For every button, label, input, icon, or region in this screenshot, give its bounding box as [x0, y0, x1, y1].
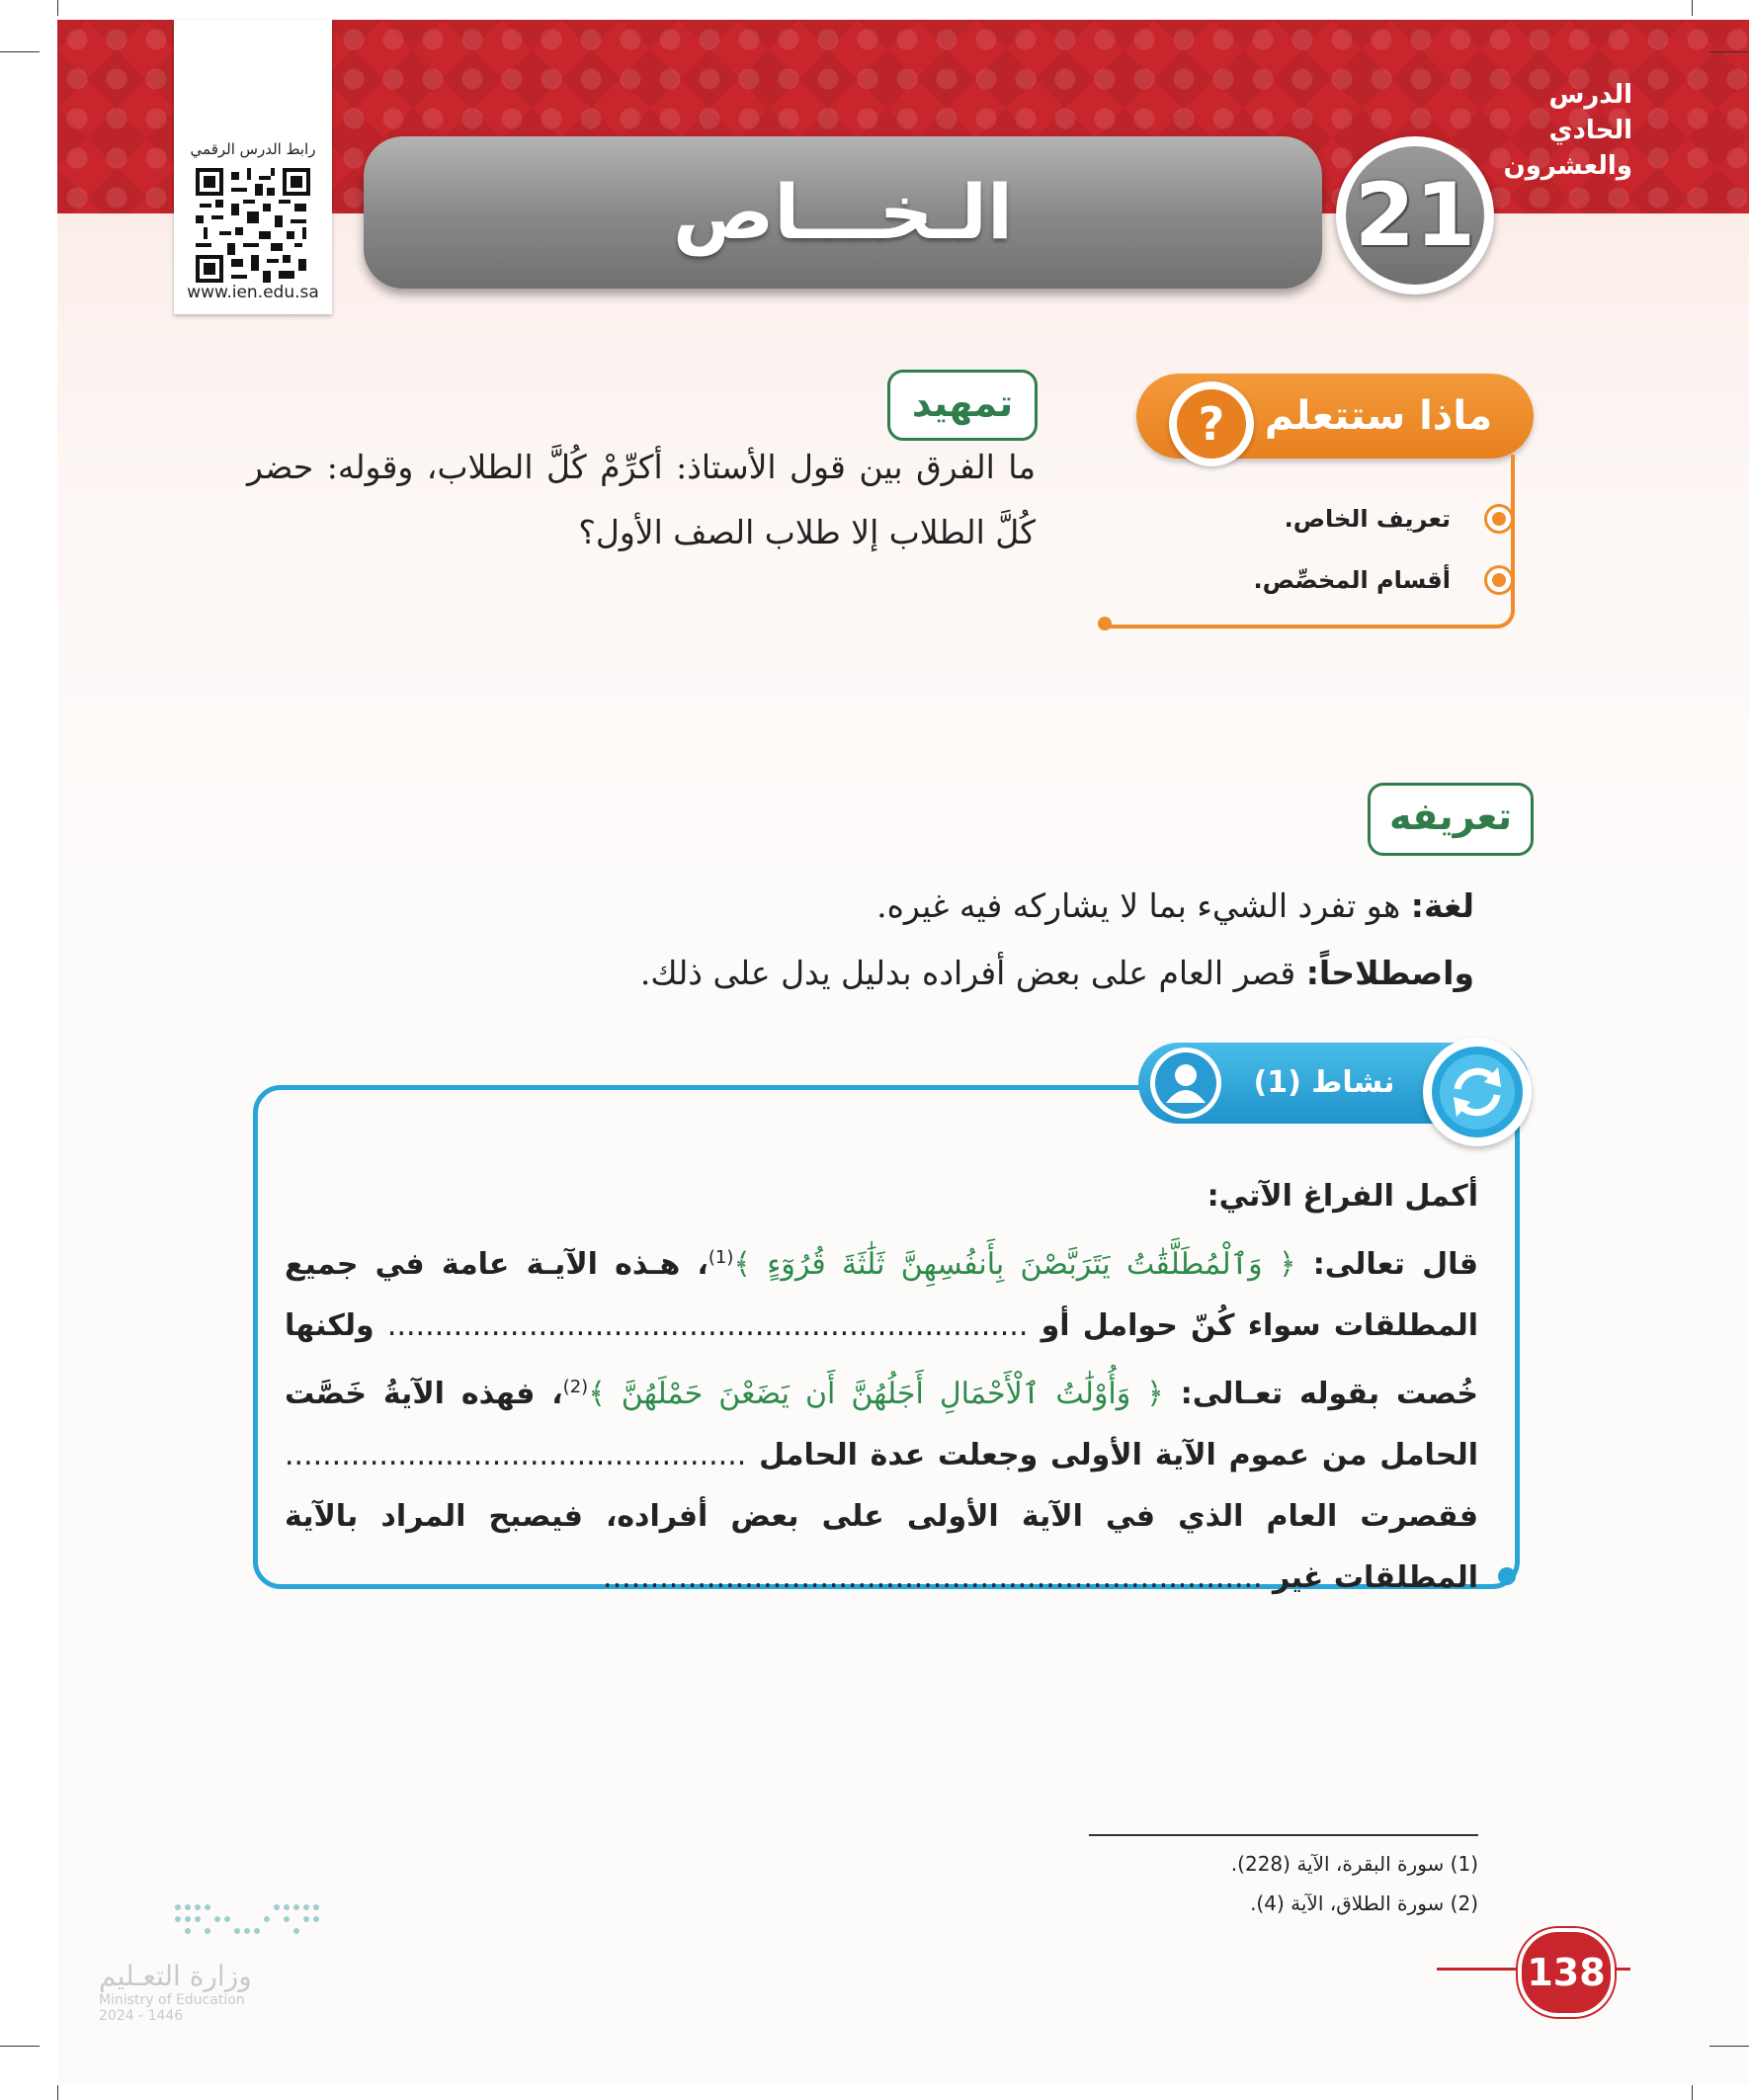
user-icon [1150, 1048, 1221, 1119]
language-label: لغة: [1410, 886, 1474, 925]
term-text: قصر العام على بعض أفراده بدليل يدل على ذلك. [639, 954, 1296, 992]
qr-code-icon[interactable] [196, 168, 310, 283]
footnote: (2) سورة الطلاق، الآية (4). [1250, 1891, 1478, 1915]
page-title: الـخـــاص [672, 168, 1014, 256]
crop-mark [1709, 2046, 1749, 2047]
ministry-english: Ministry of Education [99, 1992, 245, 2008]
lesson-number: 21 [1354, 164, 1476, 266]
activity-paragraph [285, 1227, 1478, 1609]
question-mark-icon: ? [1177, 389, 1246, 459]
crop-mark [57, 0, 58, 16]
qr-caption: رابط الدرس الرقمي [190, 140, 316, 158]
definition-term [640, 949, 1474, 998]
learn-item: أقسام المخصِّص. [1253, 566, 1451, 594]
intro-text: ما الفرق بين قول الأستاذ: أكرِّمْ كُلَّ الطلاب، وقوله: حضر كُلَّ الطلاب إلا طلاب الصف الأول؟ [247, 448, 1036, 551]
crop-mark [1692, 2085, 1693, 2100]
bullet-icon [1484, 565, 1514, 595]
sync-icon [1423, 1038, 1532, 1146]
ministry-name [99, 1960, 257, 2024]
ministry-year: 2024 - 1446 [99, 2008, 184, 2024]
crop-mark [1692, 0, 1693, 16]
footnote-ref: (2) [562, 1377, 589, 1397]
activity-text: قال تعالى: [1312, 1247, 1479, 1282]
learn-box-dot [1098, 617, 1112, 630]
ayah-text: ﴿ وَأُوْلَٰتُ ٱلْأَحْمَالِ أَجَلُهُنَّ أَن يَضَعْنَ حَمْلَهُنَّ ﴾ [588, 1377, 1164, 1411]
ministry-arabic: وزارة التعـليم [99, 1960, 252, 1992]
crop-mark [0, 2046, 40, 2047]
learn-item: تعريف الخاص. [1284, 505, 1451, 533]
term-label: واصطلاحاً: [1305, 954, 1474, 992]
footnote-divider [1089, 1834, 1478, 1836]
activity-text: ولكنها خُصت بقوله تعـالى: [285, 1308, 1478, 1411]
fill-blank[interactable]: ...................................................................... [603, 1560, 1263, 1595]
ministry-logo-icon [168, 1897, 326, 1947]
ayah-text: ﴿ وَٱلْمُطَلَّقَٰتُ يَتَرَبَّصْنَ بِأَنفُسِهِنَّ ثَلَٰثَةَ قُرُوٓءٍ ﴾ [733, 1247, 1296, 1282]
crop-mark [57, 2085, 58, 2100]
footnote: (1) سورة البقرة، الآية (228). [1230, 1852, 1478, 1876]
lesson-label: الدرس الحادي والعشرون [1503, 80, 1632, 181]
page-number: 138 [1518, 1928, 1615, 2017]
activity-box-dot [1498, 1567, 1516, 1585]
definition-language [876, 882, 1474, 931]
bullet-icon [1484, 504, 1514, 534]
learn-title: ماذا ستتعلم [1264, 393, 1493, 439]
language-text: هو تفرد الشيء بما لا يشاركه فيه غيره. [876, 886, 1401, 925]
activity-body [285, 1166, 1478, 1609]
qr-card[interactable] [174, 20, 332, 314]
footnote-ref: (1) [708, 1247, 734, 1268]
crop-mark [1709, 51, 1749, 52]
fill-blank[interactable]: .................................................................... [386, 1308, 1029, 1343]
learn-box-outline [1104, 455, 1515, 629]
crop-mark [0, 51, 40, 52]
activity-text: ، هـذه الآيـة عامة في جميع المطلقات سواء كُنّ حوامل أو [285, 1247, 1479, 1343]
fill-blank[interactable]: ................................................. [285, 1438, 747, 1472]
activity-title: نشاط (1) [1253, 1065, 1395, 1100]
activity-text: ، فهذه الآيةُ خَصَّت الحامل من عموم الآية الأولى وجعلت عدة الحامل [285, 1377, 1478, 1472]
intro-tag: تمهيد [887, 370, 1038, 441]
qr-url[interactable]: www.ien.edu.sa [187, 283, 319, 302]
activity-instruction: أكمل الفراغ الآتي: [1207, 1179, 1478, 1214]
definition-tag: تعريفه [1368, 783, 1534, 856]
activity-text: فقصرت العام الذي في الآية الأولى على بعض أفراده، فيصبح المراد بالآية المطلقات غير [285, 1499, 1478, 1595]
